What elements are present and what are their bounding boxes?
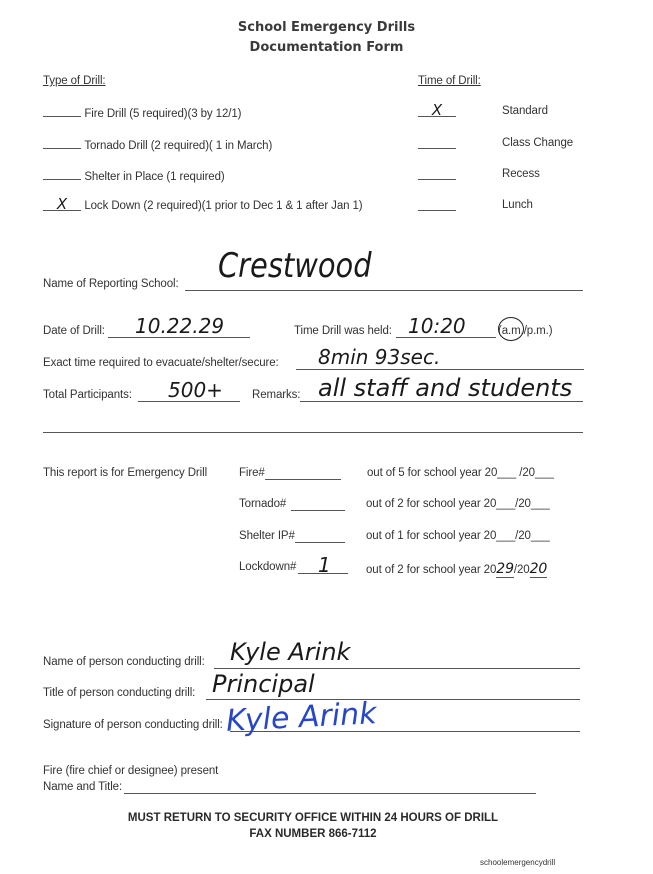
conductor-title-field[interactable] [206, 699, 580, 700]
lockdown-year-sep: /20 [513, 564, 530, 576]
fire-name-title-label: Name and Title: [43, 781, 123, 793]
fire-present-label: Fire (fire chief or designee) present [43, 765, 219, 777]
drill-type-tornado[interactable] [43, 136, 272, 152]
drill-type-lockdown-checkbox[interactable] [43, 195, 81, 213]
time-recess-checkbox[interactable] [418, 167, 456, 180]
tornado-count-label: Tornado# [239, 498, 287, 510]
lockdown-count-label: Lockdown# [239, 561, 297, 573]
shelter-count-field[interactable] [295, 542, 345, 543]
drill-type-fire[interactable] [43, 104, 241, 120]
shelter-count-label: Shelter IP# [239, 530, 295, 542]
evac-time-value: 8min 93sec. [318, 345, 441, 369]
date-value: 10.22.29 [135, 314, 225, 338]
drill-type-fire-checkbox[interactable] [43, 104, 81, 117]
time-lunch-checkbox[interactable] [418, 198, 456, 211]
conductor-name-field[interactable] [214, 668, 580, 669]
lockdown-year2[interactable]: 20 [529, 561, 548, 577]
remarks-value: all staff and students [318, 374, 573, 402]
shelter-school-year[interactable]: out of 1 for school year 20___/20___ [366, 530, 550, 542]
ampm-options[interactable]: (a.m./p.m.) [498, 325, 553, 337]
signature-label: Signature of person conducting drill: [43, 719, 223, 731]
drill-type-lockdown-label: Lock Down (2 required)(1 prior to Dec 1 & 1 after Jan 1) [84, 200, 363, 212]
am-selected-circle [498, 317, 524, 341]
date-label: Date of Drill: [43, 325, 105, 337]
return-notice: MUST RETURN TO SECURITY OFFICE WITHIN 24 HOURS OF DRILL [127, 812, 499, 824]
lockdown-year-prefix: out of 2 for school year 20 [366, 564, 497, 576]
time-recess-label: Recess [502, 168, 540, 180]
time-standard-checkbox[interactable] [418, 101, 456, 119]
evac-time-label: Exact time required to evacuate/shelter/secure: [43, 357, 279, 369]
drill-type-fire-label: Fire Drill (5 required)(3 by 12/1) [84, 108, 242, 120]
fire-name-title-field[interactable] [124, 793, 536, 794]
footer-code: schoolemergencydrill [480, 858, 556, 867]
drill-type-tornado-checkbox[interactable] [43, 136, 81, 149]
time-of-drill-heading: Time of Drill: [418, 75, 481, 87]
time-lunch-label: Lunch [502, 199, 533, 211]
x-mark-icon: X [431, 101, 443, 119]
form-title-line2: Documentation Form [249, 40, 404, 55]
drill-type-shelter-label: Shelter in Place (1 required) [84, 171, 225, 183]
time-class-change-checkbox[interactable] [418, 136, 456, 149]
form-title-line1: School Emergency Drills [237, 20, 416, 35]
fire-count-label: Fire# [239, 467, 265, 479]
lockdown-year1[interactable]: 29 [496, 561, 514, 577]
drill-type-lockdown[interactable] [43, 195, 363, 213]
conductor-name-label: Name of person conducting drill: [43, 656, 205, 668]
time-class-change-label: Class Change [502, 137, 574, 149]
evac-time-field[interactable] [296, 369, 584, 370]
school-name-field[interactable] [185, 290, 583, 291]
time-held-value: 10:20 [408, 314, 466, 338]
drill-type-shelter[interactable] [43, 167, 225, 183]
conductor-title-value: Principal [212, 670, 315, 698]
time-standard-label: Standard [502, 105, 548, 117]
type-of-drill-heading: Type of Drill: [43, 75, 106, 87]
lockdown-count-value: 1 [318, 553, 331, 577]
participants-label: Total Participants: [43, 389, 132, 401]
report-intro: This report is for Emergency Drill [43, 467, 208, 479]
conductor-name-value: Kyle Arink [230, 638, 351, 666]
lockdown-school-year[interactable] [366, 561, 547, 577]
remarks-label: Remarks: [252, 389, 301, 401]
participants-value: 500+ [168, 378, 223, 402]
x-mark-icon: X [56, 195, 68, 213]
school-name-label: Name of Reporting School: [43, 278, 179, 290]
drill-type-shelter-checkbox[interactable] [43, 167, 81, 180]
fire-count-field[interactable] [265, 479, 341, 480]
remarks-continuation-line[interactable] [43, 432, 583, 433]
fax-number: FAX NUMBER 866-7112 [249, 828, 377, 840]
signature-value: Kyle Arink [225, 696, 378, 739]
tornado-school-year[interactable]: out of 2 for school year 20___/20___ [366, 498, 550, 510]
conductor-title-label: Title of person conducting drill: [43, 687, 196, 699]
tornado-count-field[interactable] [291, 510, 345, 511]
drill-type-tornado-label: Tornado Drill (2 required)( 1 in March) [84, 140, 273, 152]
fire-school-year[interactable]: out of 5 for school year 20___ /20___ [367, 467, 554, 479]
school-name-value: Crestwood [218, 246, 372, 286]
time-held-label: Time Drill was held: [294, 325, 392, 337]
